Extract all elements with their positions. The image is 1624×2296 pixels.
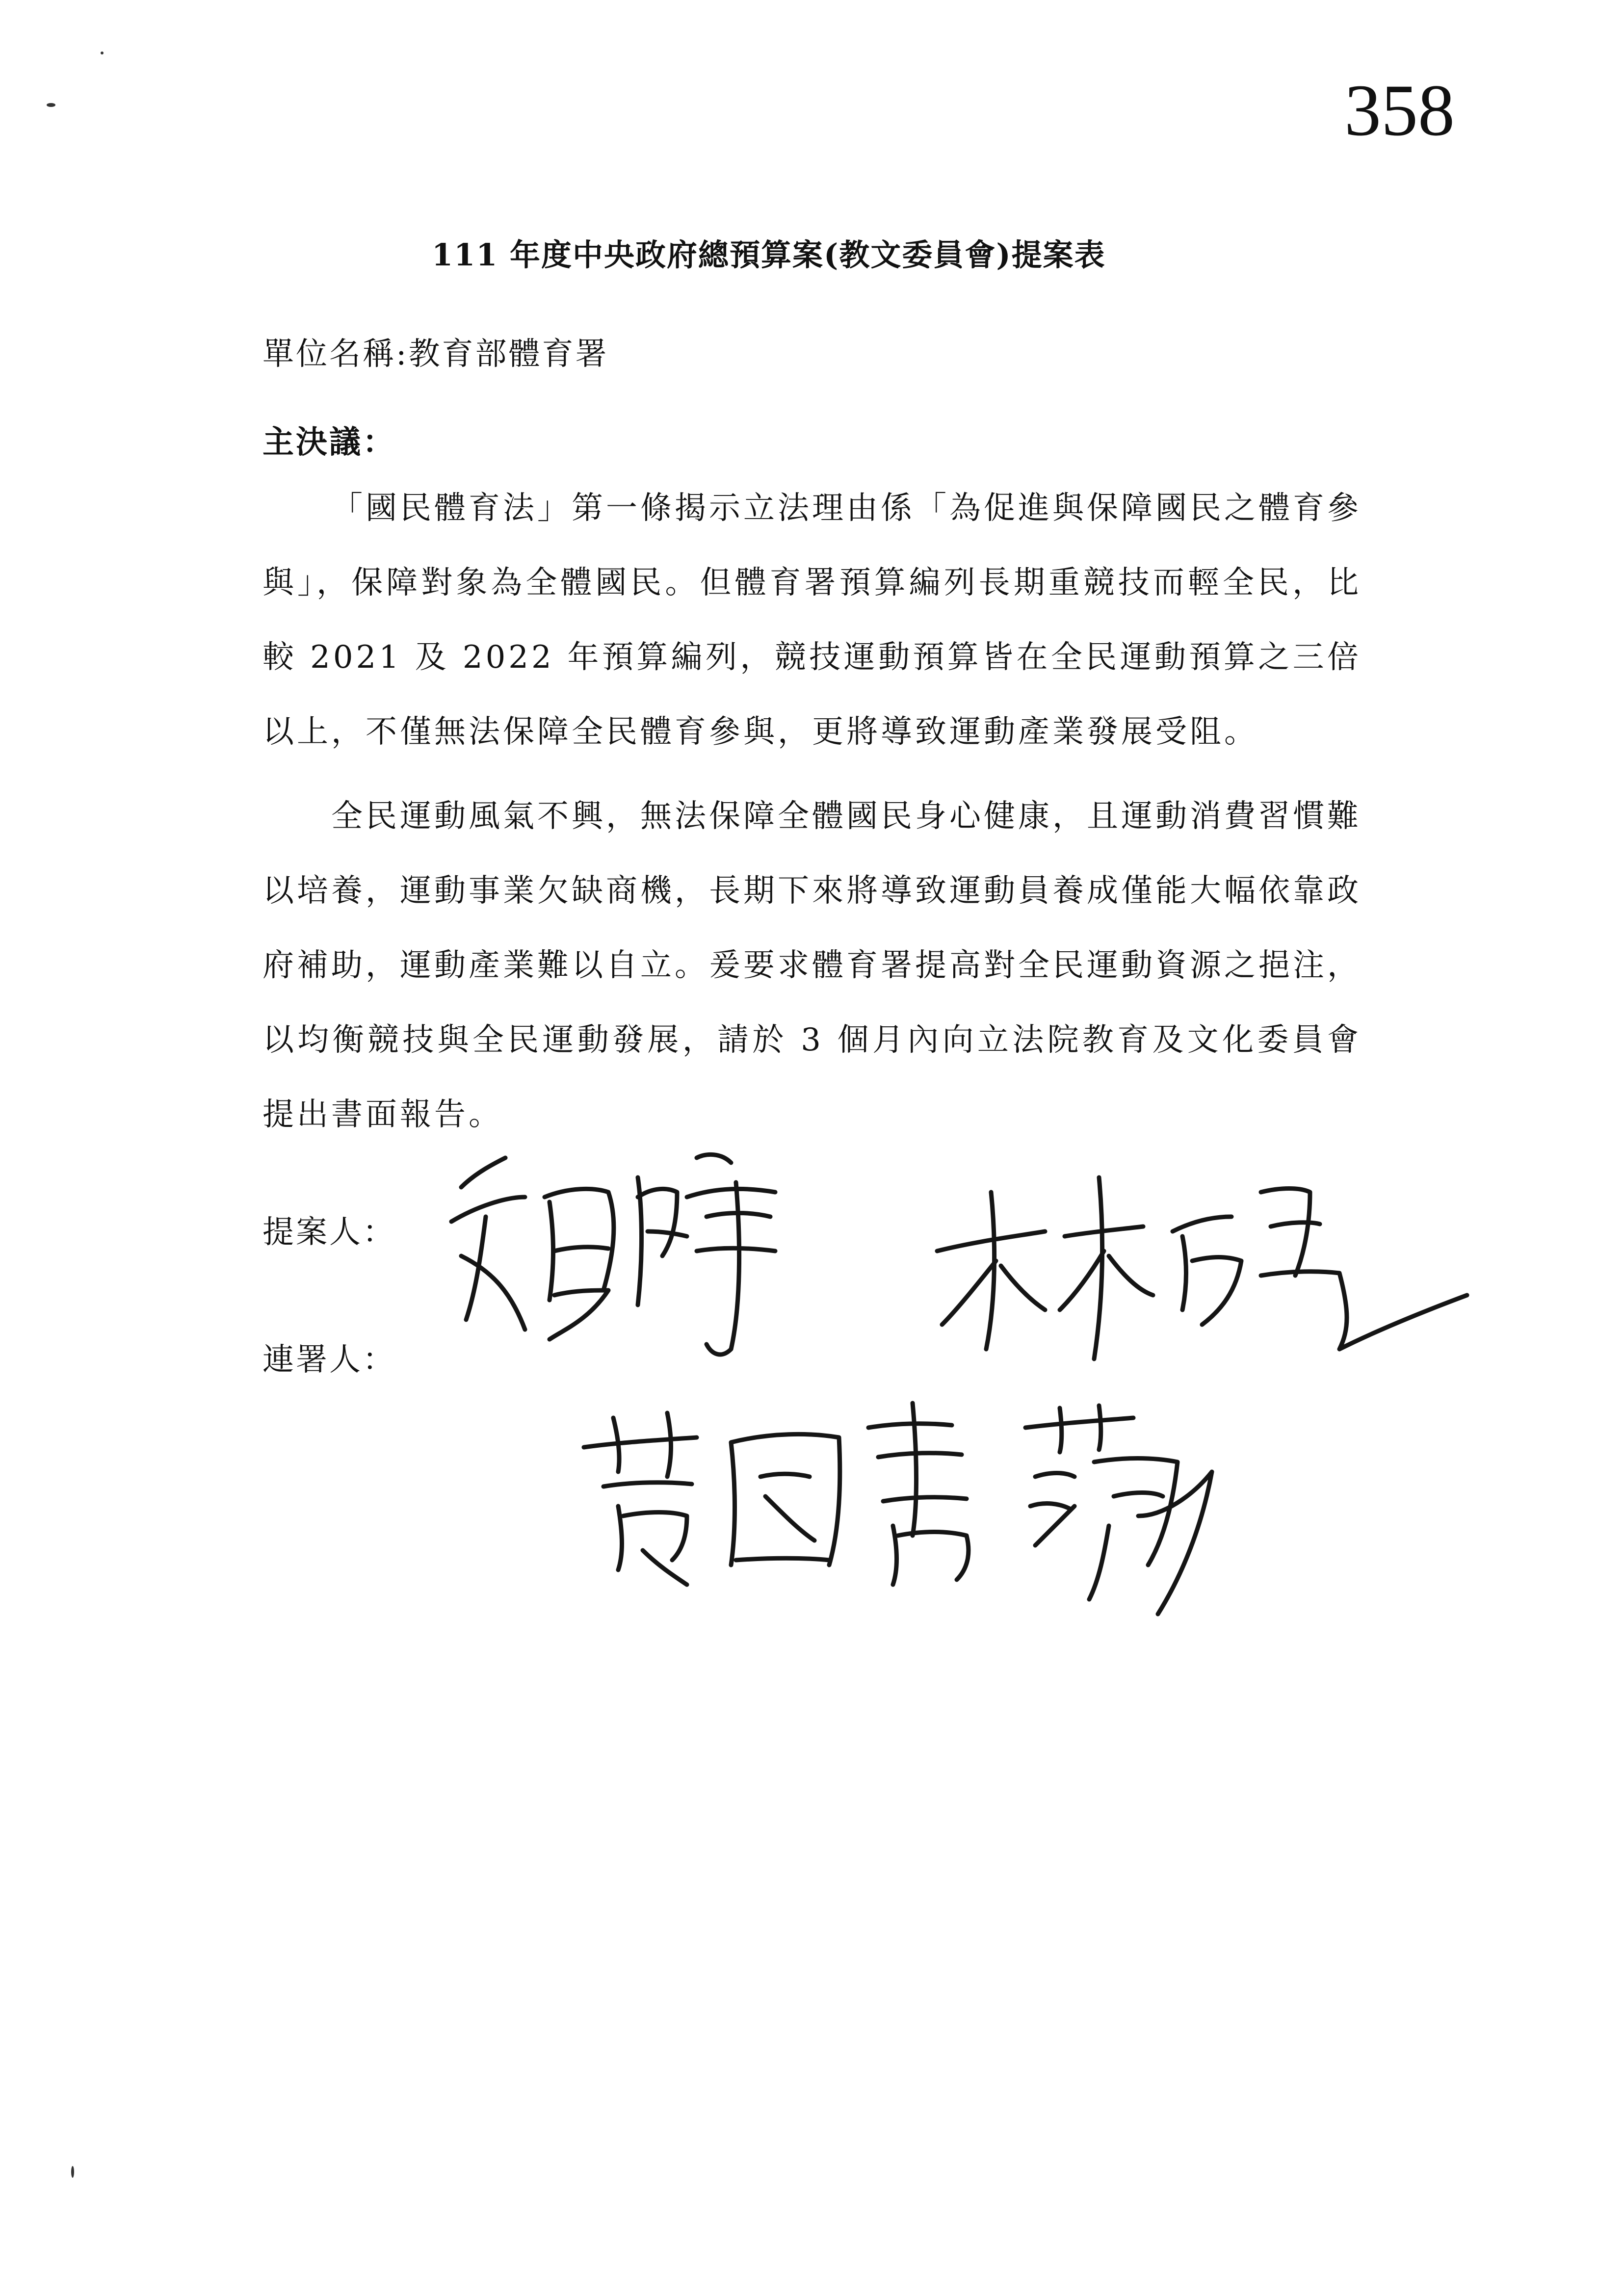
resolution-paragraph-1: 「國民體育法」第一條揭示立法理由係「為促進與保障國民之體育參與」，保障對象為全體國民。但體育署預算編列長期重競技而輕全民，比較 2021 及 2022 年預算編列，競技運動預算皆在全民運動預算之三倍以上，不僅無法保障全民體育參與，更將導致運動產業發展受阻。 bbox=[262, 490, 1362, 750]
resolution-body bbox=[262, 471, 1362, 1152]
signature-fan-yun bbox=[1016, 1398, 1241, 1624]
unit-line bbox=[262, 329, 609, 374]
unit-value: 教育部體育署 bbox=[408, 336, 609, 372]
signature-wu-szu-yao bbox=[432, 1143, 805, 1374]
signature-huang-kuo-shu bbox=[574, 1388, 1016, 1594]
resolution-paragraph-2: 全民運動風氣不興，無法保障全體國民身心健康，且運動消費習慣難以培養，運動事業欠缺商機，長期下來將導致運動員養成僅能大幅依靠政府補助，運動產業難以自立。爰要求體育署提高對全民運動資源之挹注，以均衡競技與全民運動發展，請於 3 個月內向立法院教育及文化委員會提出書面報告。 bbox=[262, 798, 1362, 1133]
cosigner-label: 連署人： bbox=[262, 1342, 396, 1378]
scan-speck bbox=[101, 52, 104, 54]
signature-lin-chu-yin bbox=[917, 1163, 1477, 1379]
proposer-label: 提案人： bbox=[262, 1214, 396, 1251]
scan-speck bbox=[71, 2166, 74, 2178]
unit-label: 單位名稱: bbox=[262, 336, 409, 372]
page-number: 358 bbox=[1344, 70, 1455, 151]
scan-speck bbox=[47, 103, 55, 107]
resolution-heading: 主決議： bbox=[262, 424, 396, 461]
document-title: 111 年度中央政府總預算案(教文委員會)提案表 bbox=[432, 237, 1106, 273]
